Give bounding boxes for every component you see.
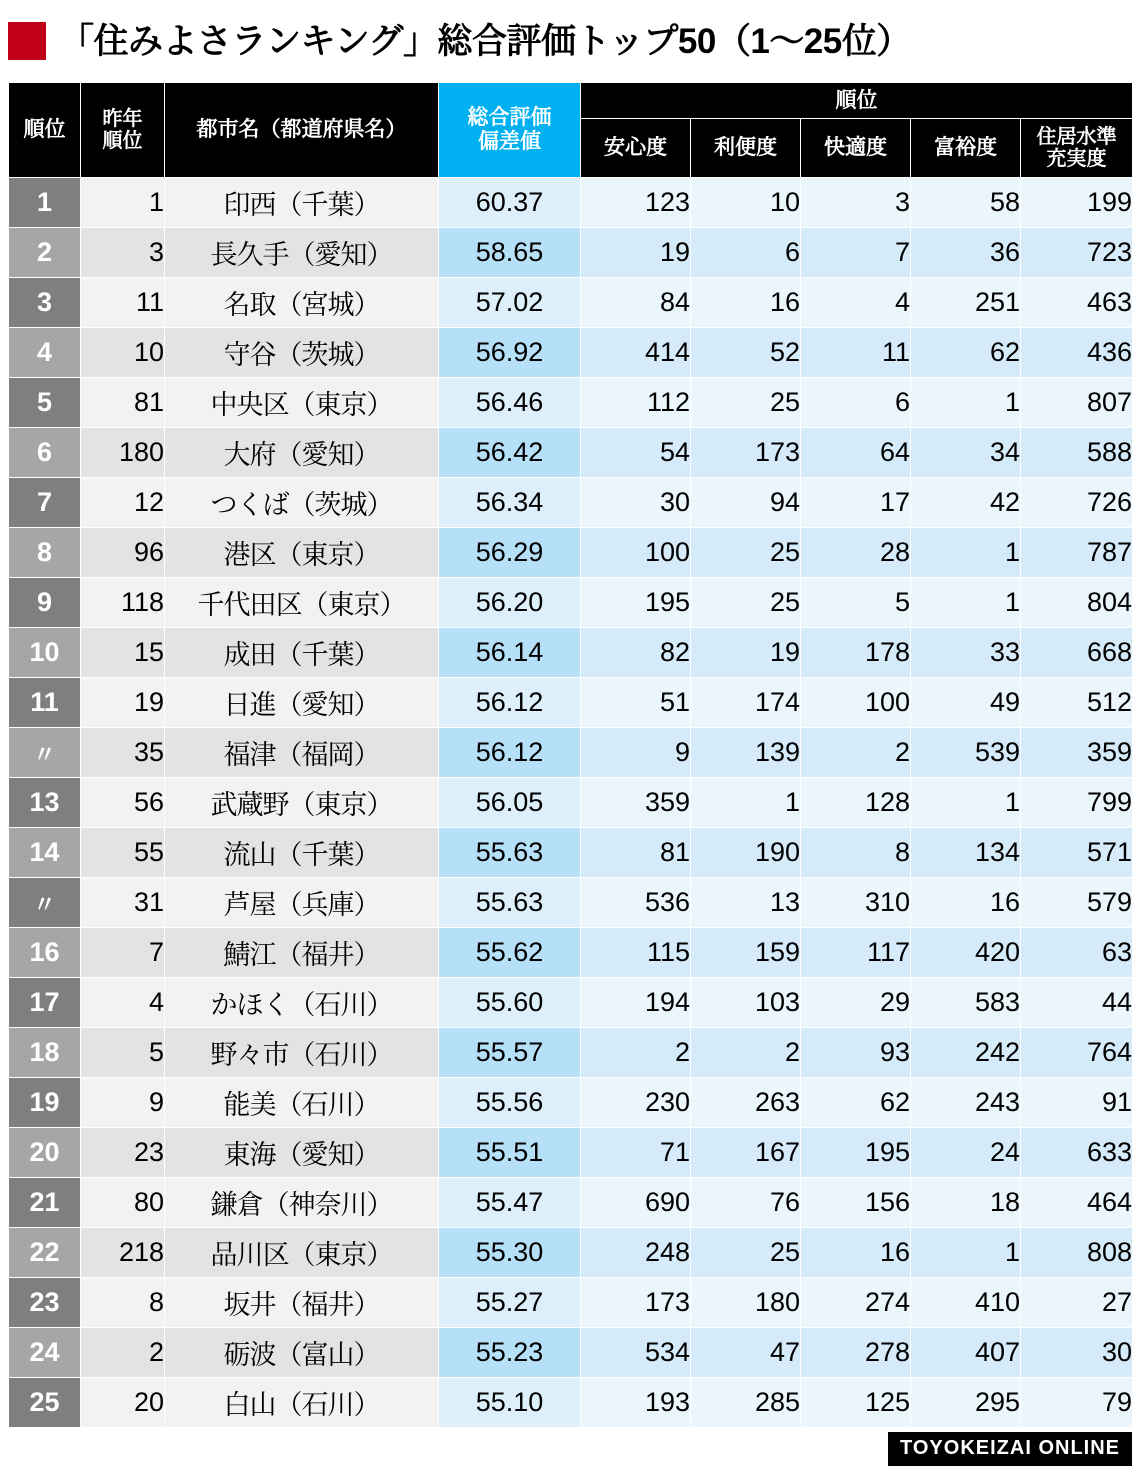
cell-rank: 〃 — [9, 878, 81, 928]
table-row — [9, 328, 1133, 378]
table-row — [9, 1078, 1133, 1128]
table-body — [9, 178, 1133, 1428]
table-row — [9, 878, 1133, 928]
cell-prev-rank: 12 — [81, 478, 165, 528]
cell-city: 印西（千葉） — [165, 178, 439, 228]
table-row — [9, 1378, 1133, 1428]
cell-rank: 9 — [9, 578, 81, 628]
cell-rank: 6 — [9, 428, 81, 478]
cell-prev-rank: 20 — [81, 1378, 165, 1428]
table-row — [9, 1328, 1133, 1378]
cell-prev-rank: 4 — [81, 978, 165, 1028]
cell-kaiteki: 117 — [801, 928, 911, 978]
cell-riben: 180 — [691, 1278, 801, 1328]
cell-anshin: 71 — [581, 1128, 691, 1178]
cell-anshin: 414 — [581, 328, 691, 378]
cell-anshin: 81 — [581, 828, 691, 878]
table-row — [9, 228, 1133, 278]
cell-fuyu: 33 — [911, 628, 1021, 678]
col-header-score — [439, 83, 581, 178]
cell-score: 56.12 — [439, 678, 581, 728]
cell-city: 長久手（愛知） — [165, 228, 439, 278]
cell-city: つくば（茨城） — [165, 478, 439, 528]
cell-score: 56.12 — [439, 728, 581, 778]
cell-fuyu: 134 — [911, 828, 1021, 878]
cell-city: 鎌倉（神奈川） — [165, 1178, 439, 1228]
cell-city: 名取（宮城） — [165, 278, 439, 328]
cell-rank: 〃 — [9, 728, 81, 778]
cell-score: 55.62 — [439, 928, 581, 978]
cell-jukyo: 27 — [1021, 1278, 1133, 1328]
cell-jukyo: 571 — [1021, 828, 1133, 878]
cell-city: 能美（石川） — [165, 1078, 439, 1128]
col-header-fuyu: 富裕度 — [911, 119, 1021, 178]
cell-kaiteki: 16 — [801, 1228, 911, 1278]
cell-rank: 20 — [9, 1128, 81, 1178]
cell-rank: 24 — [9, 1328, 81, 1378]
cell-rank: 25 — [9, 1378, 81, 1428]
cell-rank: 18 — [9, 1028, 81, 1078]
cell-anshin: 51 — [581, 678, 691, 728]
cell-rank: 13 — [9, 778, 81, 828]
cell-score: 55.27 — [439, 1278, 581, 1328]
cell-score: 55.51 — [439, 1128, 581, 1178]
cell-anshin: 115 — [581, 928, 691, 978]
cell-rank: 3 — [9, 278, 81, 328]
cell-prev-rank: 56 — [81, 778, 165, 828]
cell-city: かほく（石川） — [165, 978, 439, 1028]
cell-score: 55.30 — [439, 1228, 581, 1278]
cell-jukyo: 44 — [1021, 978, 1133, 1028]
cell-jukyo: 807 — [1021, 378, 1133, 428]
cell-city: 白山（石川） — [165, 1378, 439, 1428]
cell-kaiteki: 310 — [801, 878, 911, 928]
cell-city: 福津（福岡） — [165, 728, 439, 778]
cell-score: 55.60 — [439, 978, 581, 1028]
cell-anshin: 54 — [581, 428, 691, 478]
cell-kaiteki: 195 — [801, 1128, 911, 1178]
cell-jukyo: 464 — [1021, 1178, 1133, 1228]
cell-anshin: 123 — [581, 178, 691, 228]
cell-jukyo: 726 — [1021, 478, 1133, 528]
cell-riben: 25 — [691, 378, 801, 428]
cell-prev-rank: 81 — [81, 378, 165, 428]
cell-rank: 14 — [9, 828, 81, 878]
cell-anshin: 248 — [581, 1228, 691, 1278]
cell-prev-rank: 1 — [81, 178, 165, 228]
cell-anshin: 19 — [581, 228, 691, 278]
title-marker-icon — [8, 22, 46, 60]
cell-score: 55.63 — [439, 878, 581, 928]
table-row — [9, 278, 1133, 328]
cell-anshin: 2 — [581, 1028, 691, 1078]
cell-prev-rank: 8 — [81, 1278, 165, 1328]
cell-jukyo: 804 — [1021, 578, 1133, 628]
cell-kaiteki: 11 — [801, 328, 911, 378]
cell-kaiteki: 17 — [801, 478, 911, 528]
cell-anshin: 536 — [581, 878, 691, 928]
cell-riben: 52 — [691, 328, 801, 378]
cell-city: 港区（東京） — [165, 528, 439, 578]
cell-city: 守谷（茨城） — [165, 328, 439, 378]
table-row — [9, 978, 1133, 1028]
cell-city: 成田（千葉） — [165, 628, 439, 678]
cell-fuyu: 410 — [911, 1278, 1021, 1328]
cell-anshin: 194 — [581, 978, 691, 1028]
cell-fuyu: 1 — [911, 778, 1021, 828]
cell-jukyo: 799 — [1021, 778, 1133, 828]
cell-riben: 25 — [691, 578, 801, 628]
cell-riben: 76 — [691, 1178, 801, 1228]
cell-kaiteki: 8 — [801, 828, 911, 878]
cell-anshin: 84 — [581, 278, 691, 328]
cell-fuyu: 242 — [911, 1028, 1021, 1078]
cell-riben: 2 — [691, 1028, 801, 1078]
cell-rank: 2 — [9, 228, 81, 278]
cell-fuyu: 1 — [911, 578, 1021, 628]
cell-prev-rank: 180 — [81, 428, 165, 478]
cell-prev-rank: 19 — [81, 678, 165, 728]
cell-rank: 23 — [9, 1278, 81, 1328]
col-header-prev-rank-line2: 順位 — [102, 130, 143, 152]
cell-prev-rank: 15 — [81, 628, 165, 678]
cell-city: 東海（愛知） — [165, 1128, 439, 1178]
cell-anshin: 30 — [581, 478, 691, 528]
cell-riben: 285 — [691, 1378, 801, 1428]
cell-jukyo: 512 — [1021, 678, 1133, 728]
cell-score: 56.46 — [439, 378, 581, 428]
col-header-prev-rank — [81, 83, 165, 178]
cell-fuyu: 42 — [911, 478, 1021, 528]
cell-rank: 16 — [9, 928, 81, 978]
cell-jukyo: 30 — [1021, 1328, 1133, 1378]
col-header-score-line1: 総合評価 — [467, 106, 552, 130]
cell-city: 鯖江（福井） — [165, 928, 439, 978]
cell-city: 日進（愛知） — [165, 678, 439, 728]
cell-riben: 94 — [691, 478, 801, 528]
cell-fuyu: 539 — [911, 728, 1021, 778]
cell-anshin: 534 — [581, 1328, 691, 1378]
cell-prev-rank: 3 — [81, 228, 165, 278]
col-header-rank: 順位 — [9, 83, 81, 178]
cell-fuyu: 407 — [911, 1328, 1021, 1378]
cell-prev-rank: 218 — [81, 1228, 165, 1278]
cell-riben: 174 — [691, 678, 801, 728]
cell-prev-rank: 31 — [81, 878, 165, 928]
cell-rank: 21 — [9, 1178, 81, 1228]
cell-prev-rank: 118 — [81, 578, 165, 628]
table-row — [9, 428, 1133, 478]
cell-kaiteki: 100 — [801, 678, 911, 728]
table-row — [9, 178, 1133, 228]
table-row — [9, 478, 1133, 528]
cell-prev-rank: 9 — [81, 1078, 165, 1128]
cell-kaiteki: 64 — [801, 428, 911, 478]
cell-riben: 167 — [691, 1128, 801, 1178]
cell-rank: 22 — [9, 1228, 81, 1278]
cell-kaiteki: 6 — [801, 378, 911, 428]
cell-score: 55.57 — [439, 1028, 581, 1078]
col-header-score-line2: 偏差値 — [478, 130, 541, 153]
cell-kaiteki: 3 — [801, 178, 911, 228]
table-row — [9, 578, 1133, 628]
cell-score: 56.05 — [439, 778, 581, 828]
cell-rank: 17 — [9, 978, 81, 1028]
cell-anshin: 193 — [581, 1378, 691, 1428]
cell-anshin: 690 — [581, 1178, 691, 1228]
table-head — [9, 83, 1133, 178]
cell-rank: 5 — [9, 378, 81, 428]
col-header-anshin: 安心度 — [581, 119, 691, 178]
cell-jukyo: 633 — [1021, 1128, 1133, 1178]
cell-score: 55.56 — [439, 1078, 581, 1128]
cell-rank: 19 — [9, 1078, 81, 1128]
ranking-table — [8, 82, 1133, 1428]
title-bar — [0, 0, 1140, 82]
cell-city: 武蔵野（東京） — [165, 778, 439, 828]
table-row — [9, 1178, 1133, 1228]
cell-jukyo: 588 — [1021, 428, 1133, 478]
cell-prev-rank: 10 — [81, 328, 165, 378]
cell-anshin: 82 — [581, 628, 691, 678]
cell-city: 品川区（東京） — [165, 1228, 439, 1278]
cell-riben: 6 — [691, 228, 801, 278]
cell-anshin: 100 — [581, 528, 691, 578]
col-header-jukyo-line2: 充実度 — [1046, 148, 1107, 170]
cell-fuyu: 243 — [911, 1078, 1021, 1128]
cell-anshin: 173 — [581, 1278, 691, 1328]
footer — [8, 1432, 1132, 1476]
cell-kaiteki: 5 — [801, 578, 911, 628]
cell-fuyu: 62 — [911, 328, 1021, 378]
col-header-rank-group: 順位 — [581, 83, 1133, 119]
col-header-jukyo-line1: 住居水準 — [1036, 125, 1117, 148]
table-row — [9, 378, 1133, 428]
cell-fuyu: 420 — [911, 928, 1021, 978]
col-header-city: 都市名（都道府県名） — [165, 83, 439, 178]
table-row — [9, 678, 1133, 728]
cell-kaiteki: 28 — [801, 528, 911, 578]
cell-fuyu: 36 — [911, 228, 1021, 278]
cell-prev-rank: 7 — [81, 928, 165, 978]
cell-jukyo: 359 — [1021, 728, 1133, 778]
table-row — [9, 928, 1133, 978]
cell-score: 60.37 — [439, 178, 581, 228]
col-header-riben: 利便度 — [691, 119, 801, 178]
cell-anshin: 112 — [581, 378, 691, 428]
cell-jukyo: 764 — [1021, 1028, 1133, 1078]
cell-fuyu: 251 — [911, 278, 1021, 328]
table-row — [9, 1278, 1133, 1328]
cell-prev-rank: 55 — [81, 828, 165, 878]
table-row — [9, 1228, 1133, 1278]
cell-fuyu: 24 — [911, 1128, 1021, 1178]
cell-city: 千代田区（東京） — [165, 578, 439, 628]
credit-label: TOYOKEIZAI ONLINE — [888, 1432, 1132, 1466]
cell-rank: 1 — [9, 178, 81, 228]
cell-riben: 25 — [691, 1228, 801, 1278]
table-row — [9, 828, 1133, 878]
cell-score: 55.23 — [439, 1328, 581, 1378]
cell-city: 砺波（富山） — [165, 1328, 439, 1378]
cell-riben: 190 — [691, 828, 801, 878]
cell-jukyo: 787 — [1021, 528, 1133, 578]
table-row — [9, 778, 1133, 828]
cell-fuyu: 295 — [911, 1378, 1021, 1428]
cell-riben: 173 — [691, 428, 801, 478]
cell-riben: 159 — [691, 928, 801, 978]
cell-riben: 19 — [691, 628, 801, 678]
cell-kaiteki: 2 — [801, 728, 911, 778]
cell-riben: 16 — [691, 278, 801, 328]
table-row — [9, 628, 1133, 678]
cell-jukyo: 199 — [1021, 178, 1133, 228]
cell-score: 56.29 — [439, 528, 581, 578]
cell-fuyu: 49 — [911, 678, 1021, 728]
cell-riben: 139 — [691, 728, 801, 778]
cell-jukyo: 436 — [1021, 328, 1133, 378]
cell-riben: 13 — [691, 878, 801, 928]
header-row-top — [9, 83, 1133, 119]
cell-score: 55.63 — [439, 828, 581, 878]
cell-score: 55.10 — [439, 1378, 581, 1428]
cell-score: 56.92 — [439, 328, 581, 378]
cell-anshin: 9 — [581, 728, 691, 778]
table-row — [9, 728, 1133, 778]
cell-city: 中央区（東京） — [165, 378, 439, 428]
cell-jukyo: 579 — [1021, 878, 1133, 928]
cell-score: 58.65 — [439, 228, 581, 278]
cell-city: 野々市（石川） — [165, 1028, 439, 1078]
cell-riben: 263 — [691, 1078, 801, 1128]
cell-fuyu: 16 — [911, 878, 1021, 928]
cell-fuyu: 1 — [911, 1228, 1021, 1278]
cell-kaiteki: 274 — [801, 1278, 911, 1328]
cell-riben: 10 — [691, 178, 801, 228]
cell-prev-rank: 11 — [81, 278, 165, 328]
cell-jukyo: 668 — [1021, 628, 1133, 678]
cell-fuyu: 1 — [911, 528, 1021, 578]
cell-prev-rank: 23 — [81, 1128, 165, 1178]
cell-anshin: 195 — [581, 578, 691, 628]
cell-kaiteki: 7 — [801, 228, 911, 278]
cell-city: 流山（千葉） — [165, 828, 439, 878]
col-header-kaiteki: 快適度 — [801, 119, 911, 178]
cell-jukyo: 79 — [1021, 1378, 1133, 1428]
cell-kaiteki: 156 — [801, 1178, 911, 1228]
cell-riben: 25 — [691, 528, 801, 578]
cell-anshin: 230 — [581, 1078, 691, 1128]
cell-score: 55.47 — [439, 1178, 581, 1228]
cell-prev-rank: 35 — [81, 728, 165, 778]
cell-city: 坂井（福井） — [165, 1278, 439, 1328]
cell-jukyo: 91 — [1021, 1078, 1133, 1128]
cell-fuyu: 18 — [911, 1178, 1021, 1228]
cell-kaiteki: 62 — [801, 1078, 911, 1128]
page-title: 「住みよさランキング」総合評価トップ50（1〜25位） — [59, 21, 911, 61]
cell-rank: 11 — [9, 678, 81, 728]
cell-score: 57.02 — [439, 278, 581, 328]
cell-jukyo: 723 — [1021, 228, 1133, 278]
cell-prev-rank: 96 — [81, 528, 165, 578]
cell-fuyu: 1 — [911, 378, 1021, 428]
cell-fuyu: 34 — [911, 428, 1021, 478]
col-header-jukyo — [1021, 119, 1133, 178]
cell-city: 芦屋（兵庫） — [165, 878, 439, 928]
cell-score: 56.42 — [439, 428, 581, 478]
cell-score: 56.34 — [439, 478, 581, 528]
table-row — [9, 1028, 1133, 1078]
cell-kaiteki: 125 — [801, 1378, 911, 1428]
cell-riben: 103 — [691, 978, 801, 1028]
cell-kaiteki: 178 — [801, 628, 911, 678]
cell-fuyu: 58 — [911, 178, 1021, 228]
cell-jukyo: 808 — [1021, 1228, 1133, 1278]
cell-fuyu: 583 — [911, 978, 1021, 1028]
cell-city: 大府（愛知） — [165, 428, 439, 478]
cell-kaiteki: 4 — [801, 278, 911, 328]
table-row — [9, 1128, 1133, 1178]
cell-kaiteki: 29 — [801, 978, 911, 1028]
cell-riben: 1 — [691, 778, 801, 828]
cell-rank: 4 — [9, 328, 81, 378]
cell-score: 56.20 — [439, 578, 581, 628]
cell-anshin: 359 — [581, 778, 691, 828]
col-header-prev-rank-line1: 昨年 — [102, 107, 143, 130]
cell-rank: 8 — [9, 528, 81, 578]
cell-kaiteki: 128 — [801, 778, 911, 828]
cell-riben: 47 — [691, 1328, 801, 1378]
cell-prev-rank: 5 — [81, 1028, 165, 1078]
cell-jukyo: 63 — [1021, 928, 1133, 978]
cell-prev-rank: 2 — [81, 1328, 165, 1378]
cell-rank: 10 — [9, 628, 81, 678]
cell-kaiteki: 278 — [801, 1328, 911, 1378]
table-row — [9, 528, 1133, 578]
cell-prev-rank: 80 — [81, 1178, 165, 1228]
cell-kaiteki: 93 — [801, 1028, 911, 1078]
cell-rank: 7 — [9, 478, 81, 528]
cell-jukyo: 463 — [1021, 278, 1133, 328]
cell-score: 56.14 — [439, 628, 581, 678]
